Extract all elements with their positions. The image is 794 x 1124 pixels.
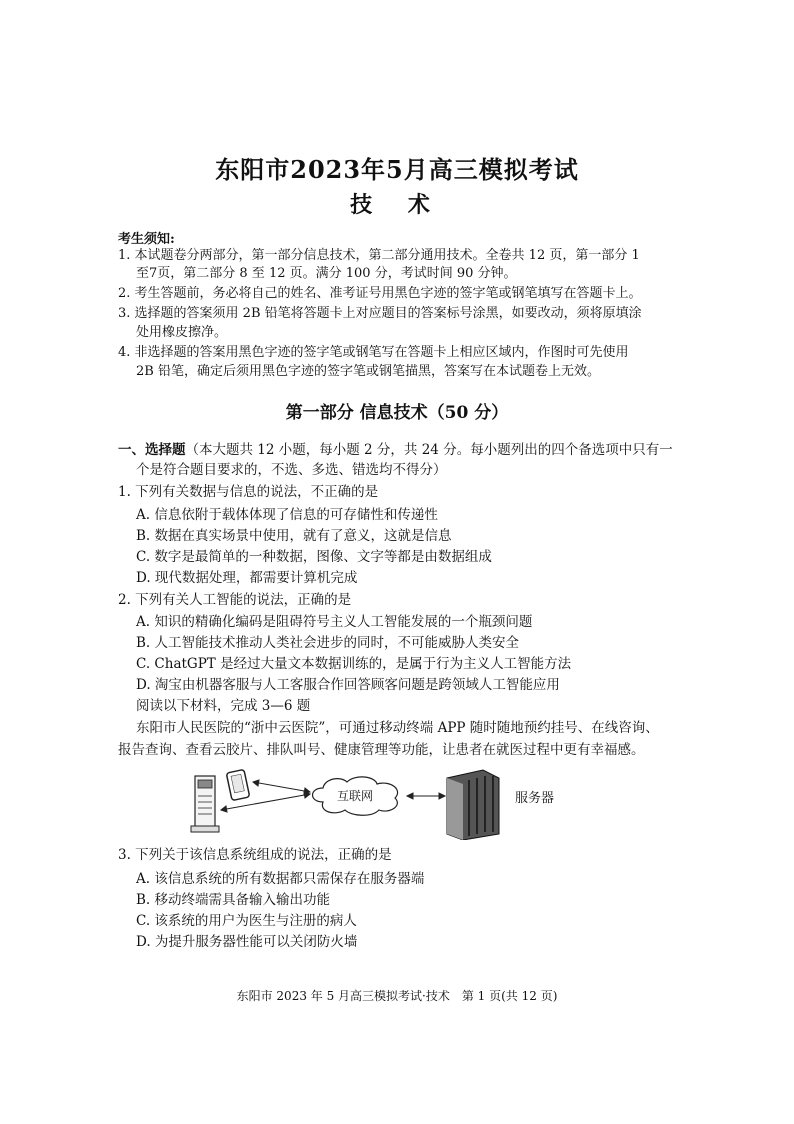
q3-option-c: C. 该系统的用户为医生与注册的病人 (136, 913, 357, 929)
notice-heading: 考生须知: (118, 232, 175, 247)
section-label: 一、选择题 (118, 442, 186, 458)
notice-line: 3. 选择题的答案须用 2B 铅笔将答题卡上对应题目的答案标号涂黑，如要改动，须将原填涂 (118, 306, 642, 321)
q3-option-b: B. 移动终端需具备输入输出功能 (136, 892, 331, 908)
q1-option-d: D. 现代数据处理，都需要计算机完成 (136, 570, 358, 586)
section-heading (118, 440, 673, 460)
q1-option-c: C. 数字是最简单的一种数据，图像、文字等都是由数据组成 (136, 549, 492, 565)
pc-terminal-icon (191, 776, 219, 832)
q2-stem: 2. 下列有关人工智能的说法，正确的是 (118, 592, 352, 608)
q2-option-c: C. ChatGPT 是经过大量文本数据训练的，是属于行为主义人工智能方法 (136, 656, 572, 672)
q1-option-b: B. 数据在真实场景中使用，就有了意义，这就是信息 (136, 528, 452, 544)
section-intro: （本大题共 12 小题，每小题 2 分，共 24 分。每小题列出的四个备选项中只有一 (185, 442, 673, 458)
q1-stem: 1. 下列有关数据与信息的说法，不正确的是 (118, 484, 379, 500)
internet-label: 互联网 (336, 789, 374, 803)
exam-title: 东阳市2023年5月高三模拟考试 (215, 155, 579, 184)
q3-option-d: D. 为提升服务器性能可以关闭防火墙 (136, 934, 358, 950)
q2-option-d: D. 淘宝由机器客服与人工客服合作回答顾客问题是跨领域人工智能应用 (136, 677, 560, 693)
mobile-phone-icon (226, 769, 249, 800)
part-title: 第一部分 信息技术（50 分） (285, 403, 509, 423)
notice-line: 1. 本试题卷分两部分，第一部分信息技术，第二部分通用技术。全卷共 12 页，第一部分 1 (118, 248, 640, 263)
server-label: 服务器 (515, 791, 555, 806)
q3-stem: 3. 下列关于该信息系统组成的说法，正确的是 (118, 847, 392, 863)
exam-subject: 技 术 (350, 192, 444, 218)
q1-option-a: A. 信息依附于载体体现了信息的可存储性和传递性 (136, 507, 438, 523)
material-text: 东阳市人民医院的“浙中云医院”，可通过移动终端 APP 随时随地预约挂号、在线咨询、 (136, 720, 659, 736)
material-intro: 阅读以下材料，完成 3—6 题 (136, 698, 311, 714)
notice-line: 至7页，第二部分 8 至 12 页。满分 100 分，考试时间 90 分钟。 (136, 266, 517, 281)
notice-line: 2. 考生答题前，务必将自己的姓名、准考证号用黑色字迹的签字笔或钢笔填写在答题卡上。 (118, 286, 642, 301)
network-diagram (185, 768, 605, 840)
page-footer: 东阳市 2023 年 5 月高三模拟考试·技术 第 1 页(共 12 页) (236, 989, 558, 1003)
notice-line: 4. 非选择题的答案用黑色字迹的签字笔或钢笔写在答题卡上相应区域内，作图时可先使用 (118, 345, 629, 360)
q2-option-b: B. 人工智能技术推动人类社会进步的同时，不可能威胁人类安全 (136, 635, 520, 651)
q2-option-a: A. 知识的精确化编码是阻碍符号主义人工智能发展的一个瓶颈问题 (136, 614, 533, 630)
notice-line: 2B 铅笔，确定后须用黑色字迹的签字笔或钢笔描黑，答案写在本试题卷上无效。 (136, 364, 600, 379)
q3-option-a: A. 该信息系统的所有数据都只需保存在服务器端 (136, 871, 425, 887)
server-rack-icon (447, 770, 499, 840)
section-intro-cont: 个是符合题目要求的，不选、多选、错选均不得分） (136, 462, 447, 478)
notice-line: 处用橡皮擦净。 (136, 325, 228, 340)
material-text: 报告查询、查看云胶片、排队叫号、健康管理等功能，让患者在就医过程中更有幸福感。 (118, 742, 645, 758)
internet-cloud-icon (313, 777, 398, 815)
